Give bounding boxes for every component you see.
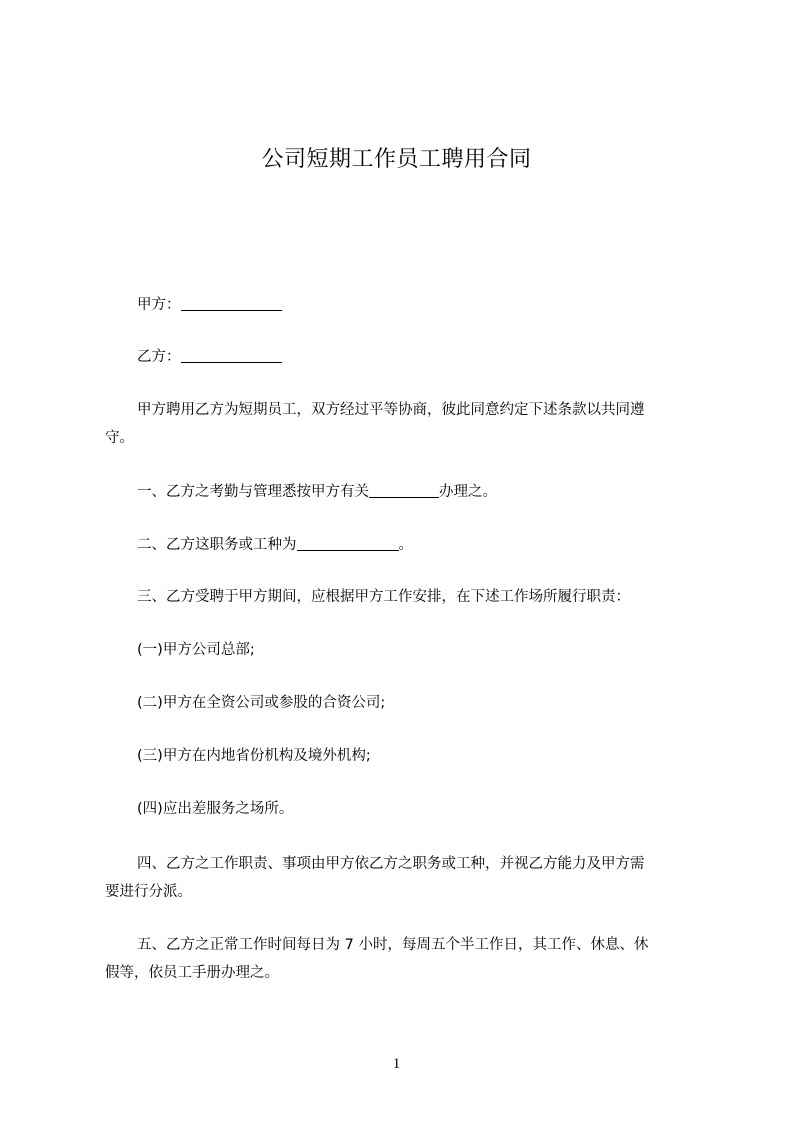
clause-5-line-1: 五、乙方之正常工作时间每日为 7 小时，每周五个半工作日，其工作、休息、休 [137,937,649,953]
clause-3-item-2: (二)甲方在全资公司或参股的合资公司; [137,695,386,711]
clause-2-prefix: 二、乙方这职务或工种为 [137,537,297,553]
clause-2-blank [297,536,399,551]
clause-2-suffix: 。 [398,537,413,553]
clause-4-line-1: 四、乙方之工作职责、事项由甲方依乙方之职务或工种，并视乙方能力及甲方需 [137,856,645,872]
clause-1 [137,480,497,501]
intro-line-1: 甲方聘用乙方为短期员工，双方经过平等协商，彼此同意约定下述条款以共同遵 [137,402,645,418]
party-b-line [137,345,282,366]
page-number: 1 [392,1056,401,1072]
document-title: 公司短期工作员工聘用合同 [261,147,532,172]
clause-3-item-4: (四)应出差服务之场所。 [137,801,294,817]
clause-4-line-2: 要进行分派。 [105,884,192,900]
party-b-blank [181,348,282,363]
party-b-label: 乙方： [137,349,181,365]
clause-3-item-3: (三)甲方在内地省份机构及境外机构; [137,748,371,764]
party-a-blank [181,296,282,311]
clause-3: 三、乙方受聘于甲方期间，应根据甲方工作安排，在下述工作场所履行职责： [137,589,630,605]
clause-1-suffix: 办理之。 [439,484,497,500]
clause-2 [137,533,413,554]
clause-1-blank [369,483,439,498]
clause-3-item-1: (一)甲方公司总部; [137,642,255,658]
intro-line-2: 守。 [105,430,134,446]
party-a-label: 甲方： [137,297,181,313]
clause-1-prefix: 一、乙方之考勤与管理悉按甲方有关 [137,484,369,500]
party-a-line [137,293,282,314]
clause-5-line-2: 假等，依员工手册办理之。 [105,965,279,981]
